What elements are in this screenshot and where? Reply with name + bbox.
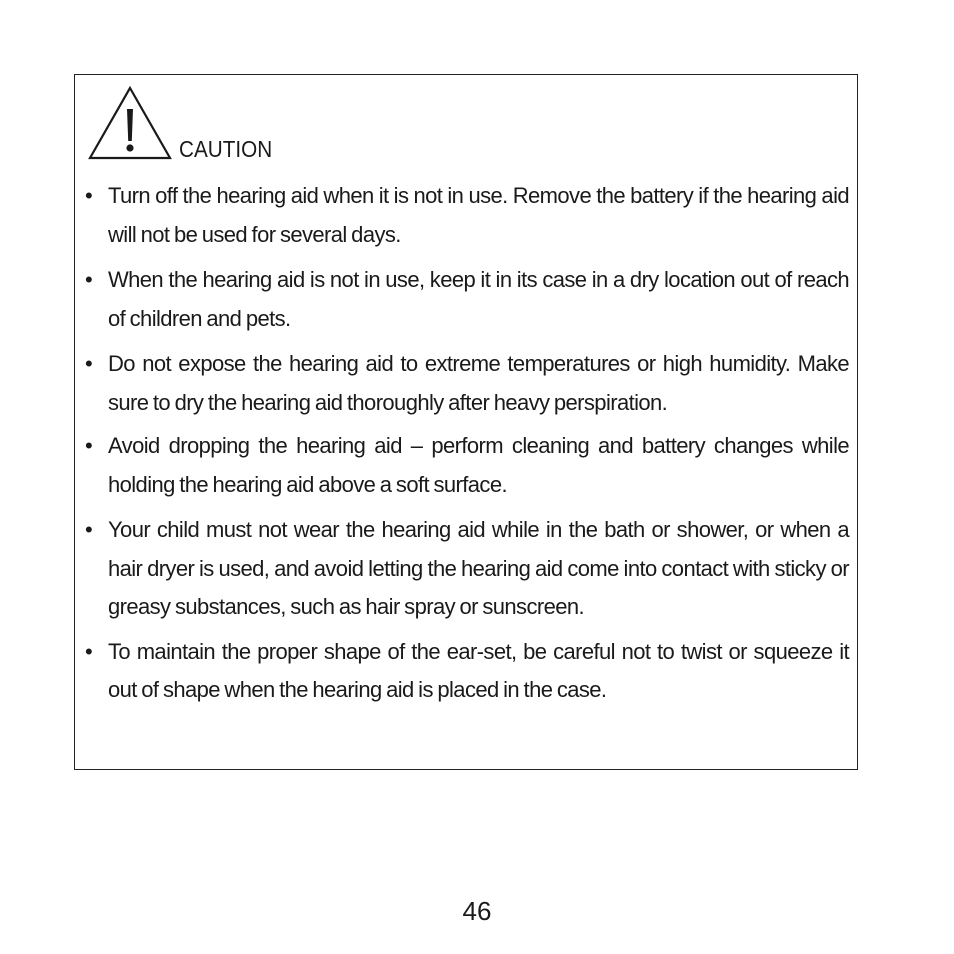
caution-list (85, 177, 849, 717)
warning-triangle-icon (87, 85, 173, 161)
bullet-icon: • (85, 183, 93, 208)
list-item-text: Your child must not wear the hearing aid while in the bath or shower, or when a hair dryer is used, and avoid letting the hearing aid come into contact with sticky or greasy substances, such as hair spray or sunscreen. (108, 517, 849, 619)
caution-header (87, 85, 487, 165)
page-number: 46 (462, 896, 492, 926)
list-item (85, 511, 849, 627)
list-item-text: Turn off the hearing aid when it is not in use. Remove the battery if the hearing aid will not be used for several days. (108, 183, 849, 247)
list-item (85, 345, 849, 422)
caution-box (74, 74, 858, 770)
list-item (85, 427, 849, 504)
bullet-icon: • (85, 433, 93, 458)
list-item (85, 633, 849, 710)
list-item (85, 261, 849, 338)
list-item-text: When the hearing aid is not in use, keep it in its case in a dry location out of reach of children and pets. (108, 267, 849, 331)
list-item-text: Avoid dropping the hearing aid – perform cleaning and battery changes while holding the hearing aid above a soft surface. (108, 433, 849, 497)
caution-title: CAUTION (179, 136, 273, 162)
bullet-icon: • (85, 638, 93, 664)
bullet-icon: • (85, 517, 93, 542)
list-item-text: Do not expose the hearing aid to extreme temperatures or high humidity. Make sure to dry the hearing aid thoroughly after heavy perspiration. (108, 351, 849, 415)
list-item-text: To maintain the proper shape of the ear-set, be careful not to twist or squeeze it out of shape when the hearing aid is placed in the case. (108, 638, 849, 702)
bullet-icon: • (85, 351, 93, 376)
bullet-icon: • (85, 267, 93, 292)
list-item (85, 177, 849, 254)
